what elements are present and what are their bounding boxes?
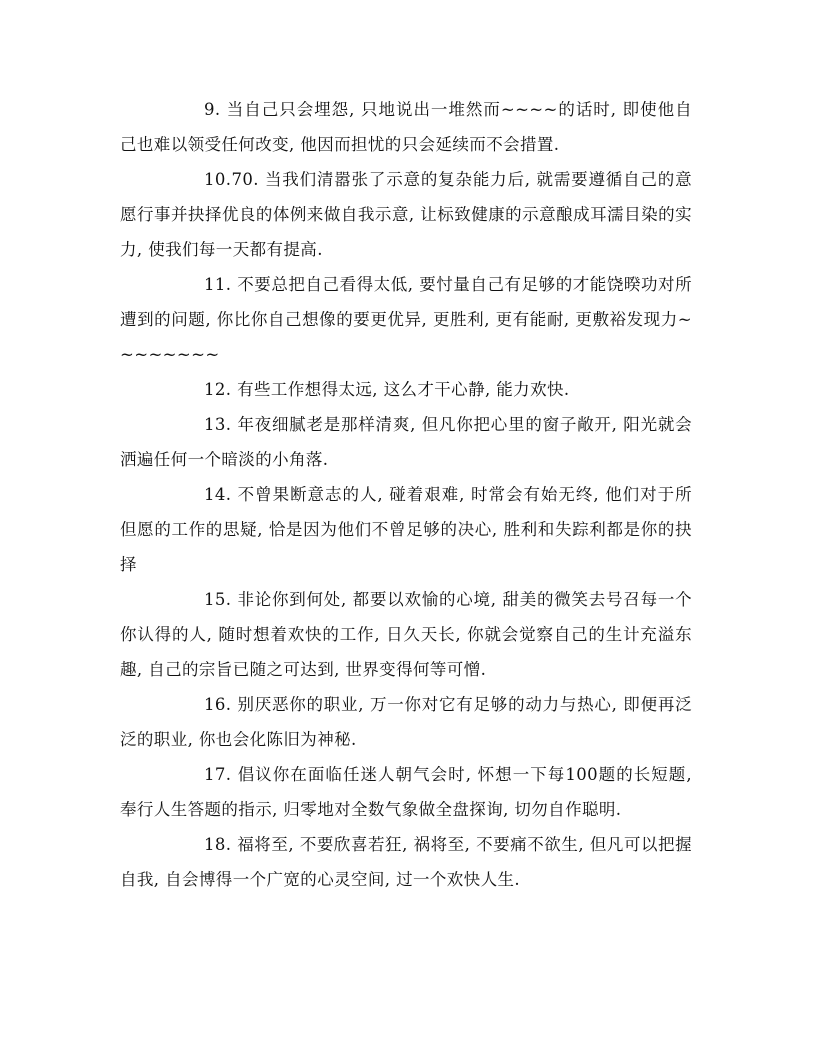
paragraph-12: 12. 有些工作想得太远, 这么才干心静, 能力欢快. — [204, 380, 570, 399]
paragraph-9: 9. 当自己只会埋怨, 只地说出一堆然而~~~~的话时, 即使他自己也难以领受任何改变, 他因而担忧的只会延续而不会措置. — [120, 100, 692, 154]
paragraph-18: 18. 福将至, 不要欣喜若狂, 祸将至, 不要痛不欲生, 但凡可以把握自我, 自会博得一个广宽的心灵空间, 过一个欢快人生. — [120, 835, 692, 889]
document-body — [120, 92, 692, 897]
paragraph-10: 10.70. 当我们清嚣张了示意的复杂能力后, 就需要遵循自己的意愿行事并抉择优良的体例来做自我示意, 让标致健康的示意酿成耳濡目染的实力, 使我们每一天都有提高. — [120, 170, 692, 259]
paragraph-13: 13. 年夜细腻老是那样清爽, 但凡你把心里的窗子敞开, 阳光就会洒遍任何一个暗淡的小角落. — [120, 415, 692, 469]
paragraph-16: 16. 别厌恶你的职业, 万一你对它有足够的动力与热心, 即便再泛泛的职业, 你也会化陈旧为神秘. — [120, 695, 692, 749]
paragraph-14: 14. 不曾果断意志的人, 碰着艰难, 时常会有始无终, 他们对于所但愿的工作的思疑, 恰是因为他们不曾足够的决心, 胜利和失踪利都是你的抉择 — [120, 485, 692, 574]
paragraph-11: 11. 不要总把自己看得太低, 要忖量自己有足够的才能饶暌功对所遭到的问题, 你比你自己想像的要更优异, 更胜利, 更有能耐, 更敷裕发现力~~~~~~~~ — [120, 275, 692, 364]
paragraph-15: 15. 非论你到何处, 都要以欢愉的心境, 甜美的微笑去号召每一个你认得的人, 随时想着欢快的工作, 日久天长, 你就会觉察自己的生计充溢东趣, 自己的宗旨已随之可达到, 世界变得何等可憎. — [120, 590, 692, 679]
paragraph-17: 17. 倡议你在面临任迷人朝气会时, 怀想一下每100题的长短题, 奉行人生答题的指示, 归零地对全数气象做全盘探询, 切勿自作聪明. — [120, 765, 692, 819]
